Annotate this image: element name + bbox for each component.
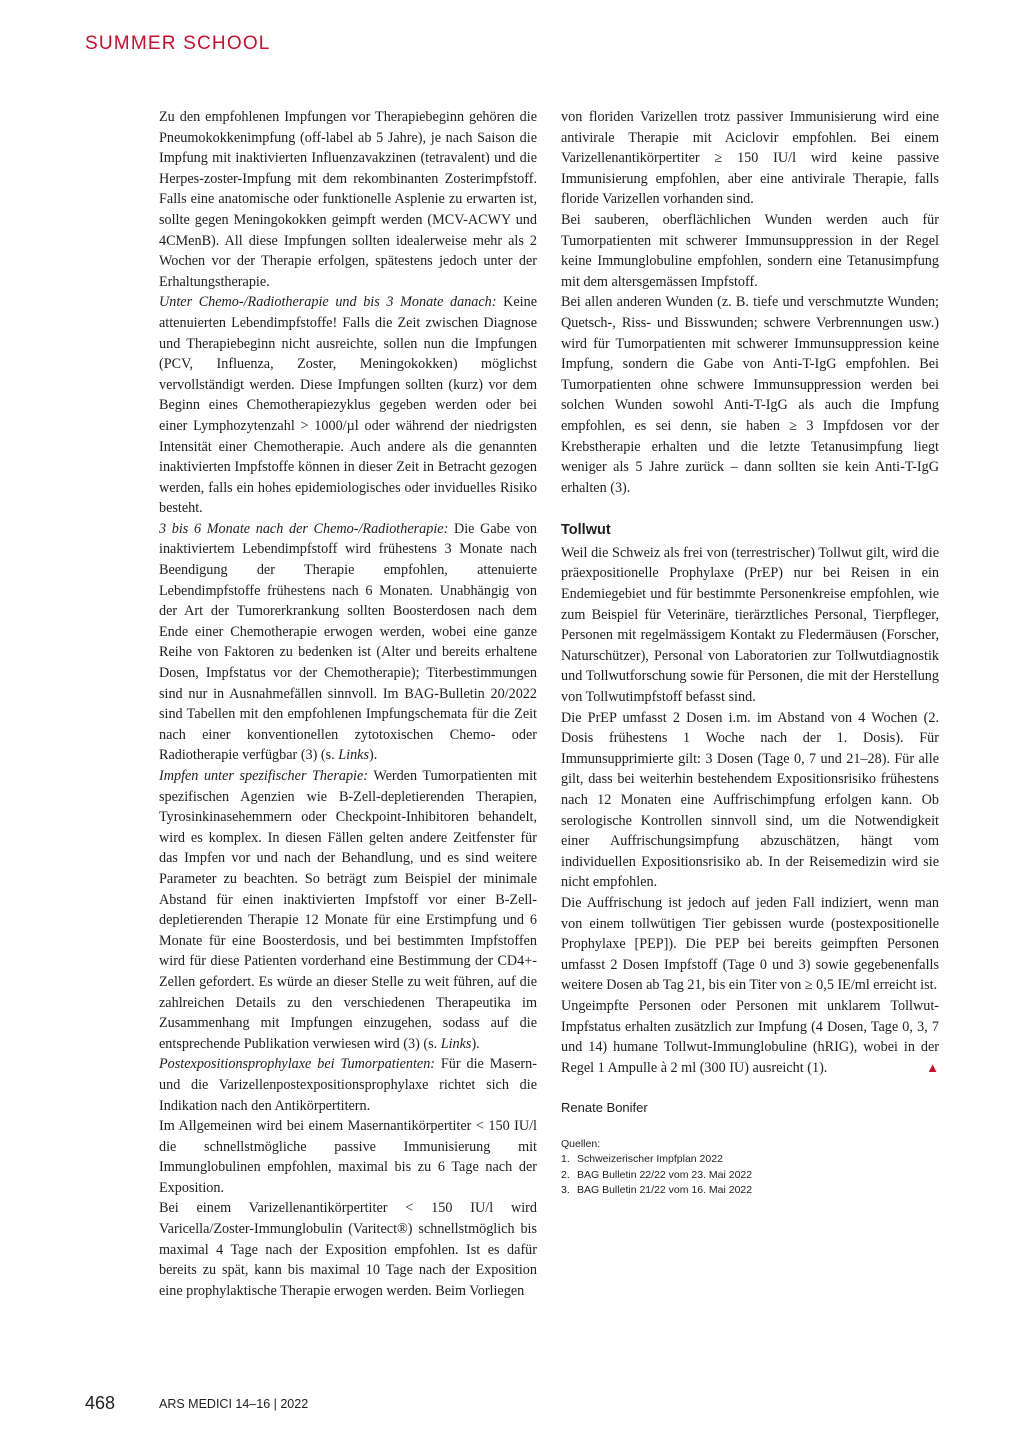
paragraph: von floriden Varizellen trotz passiver Immunisierung wird eine antivirale Therapie mit Aciclovir empfohlen. Bei einem Varizellenantikörpertiter ≥ 150 IU/l wird keine passive Immunisierung empfohlen, aber eine antivirale Therapie, falls floride Varizellen vorhanden sind.	[561, 109, 939, 208]
paragraph-lead: Impfen unter spezifischer Therapie:	[159, 768, 368, 784]
paragraph: Bei allen anderen Wunden (z. B. tiefe und verschmutzte Wunden; Quetsch-, Riss- und Bisswunden; schwere Verbrennungen usw.) wird für Tumorpatienten mit schwerer Immunsuppression keine Impfung, sondern die Gabe von Anti-T-IgG empfohlen. Bei Tumorpatienten ohne schwere Immunsuppression werden bei solchen Wunden sowohl Anti-T-IgG als auch die Impfung empfohlen, es sei denn, sie haben ≥ 3 Impfdosen vor der Krebstherapie erhalten und die letzte Tetanusimpfung liegt weniger als 5 Jahre zurück – dann sollten sie kein Anti-T-IgG erhalten (3).	[561, 294, 939, 496]
paragraph: Die Auffrischung ist jedoch auf jeden Fall indiziert, wenn man von einem tollwütigen Tier gebissen wurde (postexpositionelle Prophylaxe [PEP]). Die PEP bei bereits geimpften Personen umfasst 2 Dosen Impfstoff (Tage 0 und 3) sowie gegebenenfalls weitere Dosen ab Tag 21, bis ein Titer von ≥ 0,5 IE/ml erreicht ist.	[561, 894, 939, 994]
paragraph-body: Für die Masern- und die Varizellenpostexpositionsprophylaxe richtet sich die Indikation nach den Antikörpertitern.	[159, 1056, 537, 1114]
paragraph: Bei sauberen, oberflächlichen Wunden werden auch für Tumorpatienten mit schwerer Immunsuppression in der Regel keine Immunglobuline empfohlen, sondern eine Tetanusimpfung mit dem altersgemässen Impfstoff.	[561, 211, 939, 290]
source-text: BAG Bulletin 21/22 vom 16. Mai 2022	[577, 1184, 753, 1197]
paragraph: Bei einem Varizellenantikörpertiter < 150 IU/l wird Varicella/Zoster-Immunglobulin (Varitect®) schnellstmöglich bis maximal 4 Tage nach der Exposition empfohlen. Ist es dafür bereits zu spät, kann bis maximal 10 Tage nach der Exposition eine prophylaktische Therapie erwogen werden. Beim Vorliegen	[159, 1200, 537, 1299]
section-heading: Tollwut	[561, 522, 611, 539]
paragraph	[159, 519, 537, 766]
section-label: SUMMER SCHOOL	[85, 33, 271, 54]
right-column	[561, 107, 939, 1199]
paragraph-lead: Unter Chemo-/Radiotherapie und bis 3 Monate danach:	[159, 294, 497, 311]
paragraph: Im Allgemeinen wird bei einem Masernantikörpertiter < 150 IU/l die schnellstmögliche passive Immunisierung mit Immunglobulinen empfohlen, maximal bis zu 6 Tage nach der Exposition.	[159, 1118, 537, 1196]
paragraph	[159, 1054, 537, 1116]
paragraph: Zu den empfohlenen Impfungen vor Therapiebeginn gehören die Pneumokokkenimpfung (off-label ab 5 Jahre), je nach Saison die Impfung mit inaktivierten Influenzavakzinen (tetravalent) und die Herpes-zoster-Impfung mit dem rekombinanten Zosterimpfstoff. Falls eine anatomische oder funktionelle Asplenie zu erwarten ist, sollte gegen Meningokokken geimpft werden (MCV-ACWY und 4CMenB). All diese Impfungen sollten idealerweise mehr als 2 Wochen vor der Therapie erfolgen, spätestens jedoch unter der Erhaltungstherapie.	[159, 109, 537, 290]
journal-info: ARS MEDICI 14–16 | 2022	[159, 1397, 309, 1411]
sources-label: Quellen:	[561, 1137, 601, 1150]
source-text: BAG Bulletin 22/22 vom 23. Mai 2022	[577, 1168, 753, 1181]
page-number: 468	[85, 1393, 116, 1413]
author-name: Renate Bonifer	[561, 1100, 648, 1116]
source-number: 1.	[561, 1153, 570, 1166]
paragraph-body: Ungeimpfte Personen oder Personen mit unklarem Tollwut-Impfstatus erhalten zusätzlich zur Impfung (4 Dosen, Tage 0, 3, 7 und 14) humane Tollwut-Immunglobuline (hRIG), wobei in der Regel 1 Ampulle à 2 ml (300 IU) ausreicht (1).	[561, 997, 939, 1076]
paragraph	[159, 766, 537, 1054]
source-number: 2.	[561, 1168, 570, 1181]
paragraph-end: ).	[369, 747, 378, 764]
paragraph-body: Keine attenuierten Lebendimpfstoffe! Falls die Zeit zwischen Diagnose und Therapiebeginn nicht ausreichte, sollen nun die Impfungen (PCV, Influenza, Zoster, Meningokokken) möglichst vervollständigt werden. Diese Impfungen sollten (kurz) vor dem Beginn eines Chemotherapiezyklus gegeben werden oder bei einer Lymphozytenzahl > 1000/µl oder während der niedrigsten Intensität einer Chemotherapie. Auch andere als die genannten inaktivierten Impfstoffe können in dieser Zeit in Betracht gezogen werden, falls ein hohes epidemiologisches oder inviduelles Risiko besteht.	[159, 294, 537, 517]
source-item	[561, 1183, 939, 1199]
paragraph	[159, 292, 537, 519]
paragraph-lead: 3 bis 6 Monate nach der Chemo-/Radiotherapie:	[159, 520, 449, 537]
links-reference: Links	[338, 747, 369, 764]
paragraph-lead: Postexpositionsprophylaxe bei Tumorpatienten:	[159, 1056, 436, 1073]
end-triangle-icon: ▲	[926, 1059, 939, 1075]
paragraph-body: Werden Tumorpatienten mit spezifischen Agenzien wie B-Zell-depletierenden Therapien, Tyrosinkinasehemmern oder Checkpoint-Inhibitoren behandelt, wird es komplex. In diesen Fällen gelten andere Zeitfenster für das Impfen vor und nach der Behandlung, und es sind weitere Parameter zu beachten. So beträgt zum Beispiel der minimale Abstand für einen inaktivierten Impfstoff vor einer B-Zell-depletierenden Therapie 12 Monate für eine Erstimpfung und 6 Monate für eine Boosterdosis, und bei bestimmten Impfstoffen wird für diese Patienten vorderhand eine Bestimmung der CD4+-Zellen gefordert. Es würde an dieser Stelle zu weit führen, auf die zahlreichen Details zu den verschiedenen Therapeutika im Zusammenhang mit Impfungen einzugehen, sodass auf die entsprechende Publikation verwiesen wird (3) (s.	[159, 768, 537, 1052]
left-column	[159, 107, 537, 1301]
paragraph-body: Die Gabe von inaktiviertem Lebendimpfstoff wird frühestens 3 Monate nach Beendigung der Therapie empfohlen, attenuierte Lebendimpfstoffe frühestens nach 6 Monaten. Unabhängig von der Art der Tumorerkrankung sollten Boosterdosen nach dem Ende einer Chemotherapie erwogen werden, wobei eine ganze Reihe von Faktoren zu bedenken ist (Alter und bereits erhaltene Dosen, Impfstatus vor der Chemotherapie); Titerbestimmungen sind nur in Ausnahmefällen sinnvoll. Im BAG-Bulletin 20/2022 sind Tabellen mit den empfohlenen Impfungschemata für die Zeit nach einer konventionellen zytotoxischen Chemo- oder Radiotherapie verfügbar (3) (s.	[159, 520, 538, 764]
sources	[561, 1137, 939, 1199]
source-item	[561, 1168, 939, 1184]
paragraph-end: ).	[471, 1035, 480, 1052]
paragraph	[561, 996, 939, 1078]
links-reference: Links	[440, 1035, 472, 1052]
source-number: 3.	[561, 1184, 570, 1197]
sources-list	[561, 1152, 939, 1199]
paragraph: Die PrEP umfasst 2 Dosen i.m. im Abstand von 4 Wochen (2. Dosis frühestens 1 Woche nach der 1. Dosis). Für Immunsupprimierte gilt: 3 Dosen (Tage 0, 7 und 21–28). Für alle gilt, dass bei weiterhin bestehendem Expositionsrisiko frühestens nach 12 Monaten eine Auffrischimpfung erfolgen kann. Ob serologische Kontrollen sinnvoll sind, um die Notwendigkeit einer Auffrischungsimpfung abzuschätzen, hängt vom individuellen Expositionsrisiko ab. In der Reisemedizin wird sie nicht empfohlen.	[561, 709, 939, 891]
source-text: Schweizerischer Impfplan 2022	[577, 1153, 723, 1166]
paragraph: Weil die Schweiz als frei von (terrestrischer) Tollwut gilt, wird die präexpositionelle Prophylaxe (PrEP) nur bei Reisen in ein Endemiegebiet und für bestimmte Personenkreise empfohlen, wie zum Beispiel für Veterinäre, tierärztliches Personal, Tierpfleger, Personen mit regelmässigem Kontakt zu Fledermäusen (Forscher, Naturschützer), Personal von Laboratorien zur Tollwutdiagnostik und Tollwutforschung sowie für Personen, die mit der Herstellung von Tollwutimpfstoff befasst sind.	[561, 544, 939, 706]
source-item	[561, 1152, 939, 1168]
